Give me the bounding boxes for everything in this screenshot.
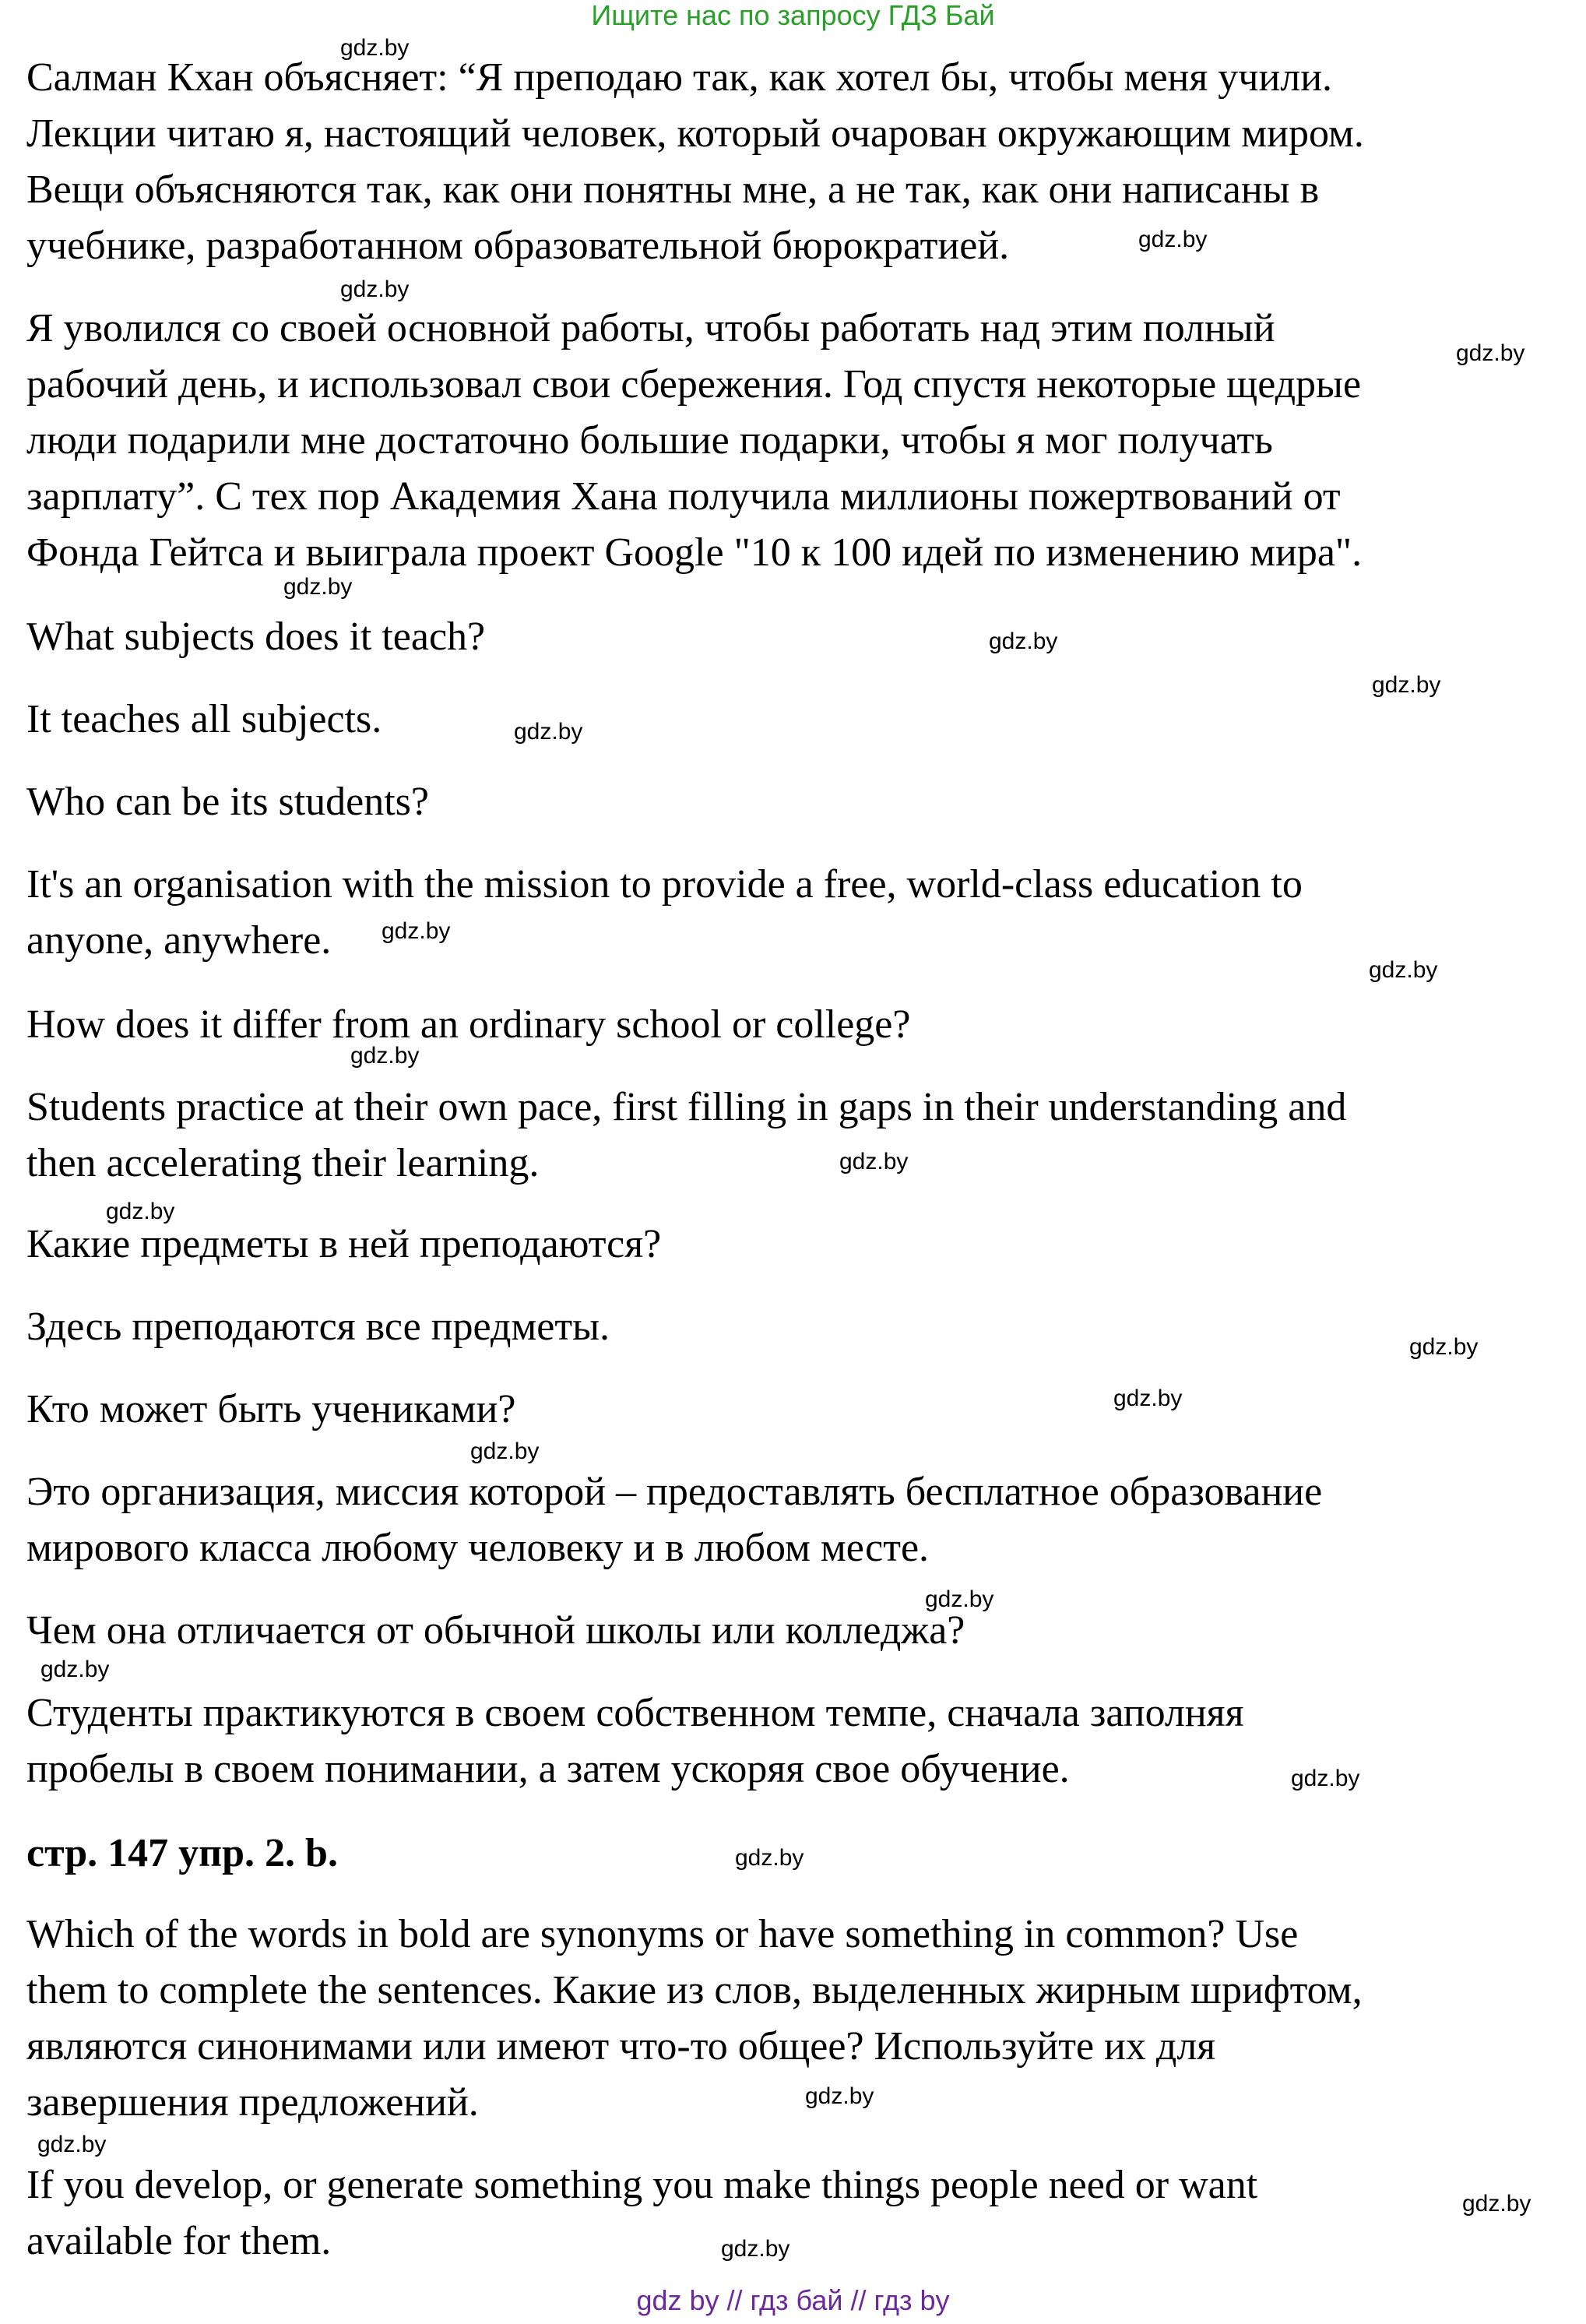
text-line: зарплату”. С тех пор Академия Хана получила миллионы пожертвований от [26,474,1341,519]
text-line: Students practice at their own pace, first filling in gaps in their understanding and [26,1085,1347,1129]
text-line: Я уволился со своей основной работы, чтобы работать над этим полный [26,306,1275,350]
text-line: then accelerating their learning. [26,1141,540,1185]
watermark: gdz.by [1372,672,1441,698]
watermark: gdz.by [1456,340,1525,366]
answer-2-ru [26,1464,1553,1576]
watermark: gdz.by [382,918,451,944]
watermark: gdz.by [1409,1334,1479,1360]
question-1-ru [26,1217,1553,1273]
watermark: gdz.by [37,2132,107,2157]
watermark: gdz.by [805,2083,874,2109]
text-line: Фонда Гейтса и выиграла проект Google "10 к 100 идей по изменению мира". [26,530,1363,575]
text-line: Вещи объясняются так, как они понятны мне, а не так, как они написаны в [26,167,1320,212]
watermark: gdz.by [721,2236,790,2262]
question-1 [26,609,1553,665]
text-line: It's an organisation with the mission to provide a free, world-class education to [26,862,1303,907]
text-line: завершения предложений. [26,2080,479,2125]
watermark: gdz.by [1369,957,1438,983]
watermark: gdz.by [1462,2191,1531,2217]
text-line: Студенты практикуются в своем собственном темпе, сначала заполняя [26,1691,1244,1735]
text-line: available for them. [26,2219,332,2263]
text-line: It teaches all subjects. [26,697,382,741]
text-line: How does it differ from an ordinary school or college? [26,1002,911,1047]
answer-2 [26,857,1553,969]
text-line: пробелы в своем понимании, а затем ускоряя свое обучение. [26,1747,1070,1791]
answer-1 [26,692,1553,748]
text-line: Какие предметы в ней преподаются? [26,1222,662,1266]
watermark: gdz.by [40,1657,110,1682]
site-footer[interactable]: gdz by // гдз бай // гдз by [636,2284,950,2316]
watermark: gdz.by [350,1043,420,1069]
text-line: If you develop, or generate something you make things people need or want [26,2163,1258,2207]
watermark: gdz.by [1113,1386,1183,1411]
text-line: рабочий день, и использовал свои сбережения. Год спустя некоторые щедрые [26,362,1362,407]
text-line: учебнике, разработанном образовательной бюрократией. [26,224,1010,268]
text-line: Здесь преподаются все предметы. [26,1305,610,1349]
text-line: люди подарили мне достаточно большие подарки, чтобы я мог получать [26,418,1273,463]
text-line: Салман Кхан объясняет: “Я преподаю так, как хотел бы, чтобы меня учили. [26,55,1333,100]
heading-text: стр. 147 упр. 2. b. [26,1831,338,1875]
watermark: gdz.by [839,1149,909,1174]
text-line: Чем она отличается от обычной школы или колледжа? [26,1608,965,1653]
text-line: являются синонимами или имеют что-то общее? Используйте их для [26,2024,1216,2069]
site-banner[interactable]: Ищите нас по запросу ГДЗ Бай [591,0,995,31]
text-line: What subjects does it teach? [26,614,486,659]
question-3-ru [26,1603,1553,1659]
watermark: gdz.by [735,1845,804,1871]
watermark: gdz.by [925,1586,994,1612]
text-line: Which of the words in bold are synonyms or have something in common? Use [26,1912,1299,1956]
question-2 [26,774,1553,830]
text-line: Это организация, миссия которой – предоставлять бесплатное образование [26,1470,1323,1514]
text-line: Лекции читаю я, настоящий человек, который очарован окружающим миром. [26,111,1364,156]
paragraph-quote-2 [26,301,1553,581]
watermark: gdz.by [106,1199,175,1224]
watermark: gdz.by [470,1438,540,1464]
watermark: gdz.by [1291,1766,1360,1791]
watermark: gdz.by [1138,227,1208,252]
watermark: gdz.by [283,574,353,600]
watermark: gdz.by [514,719,583,745]
text-line: them to complete the sentences. Какие из слов, выделенных жирным шрифтом, [26,1968,1363,2012]
text-line: мирового класса любому человеку и в любом месте. [26,1526,930,1570]
watermark: gdz.by [340,35,410,61]
text-line: Кто может быть учениками? [26,1387,516,1431]
watermark: gdz.by [340,276,410,302]
answer-1-ru [26,1299,1553,1355]
text-line: Who can be its students? [26,780,429,824]
text-line: anyone, anywhere. [26,918,332,963]
task-paragraph [26,1907,1553,2131]
paragraph-quote-1 [26,50,1553,274]
watermark: gdz.by [989,629,1058,654]
question-3 [26,997,1553,1053]
question-2-ru [26,1382,1553,1438]
answer-3 [26,1079,1553,1192]
